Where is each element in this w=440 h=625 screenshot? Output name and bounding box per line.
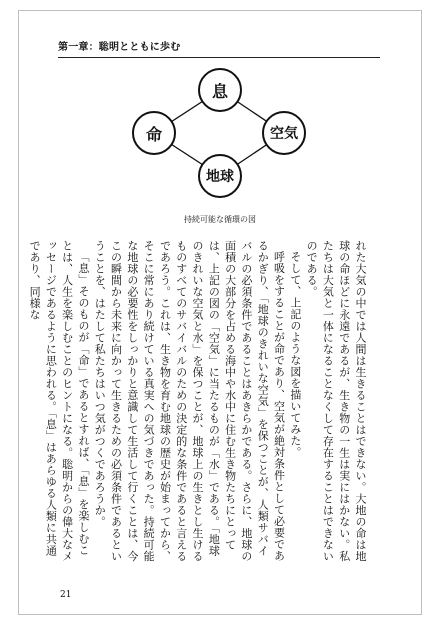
diagram-caption: 持続可能な循環の図 — [184, 215, 256, 224]
paragraph: 呼吸をすることが命であり、空気が絶対条件として必要であるかぎり、「地球のきれいな空気」を保つことが、人類サバイバルの必須条件であることはあきらかである。さらに、地球の面積の大部分を占める海中や水中に住む生き物たちにとっては、上記の図の「空気」に当たるものが「水」である。「地球のきれいな空気と水」を保つことが、地球上の生きとし生けるものすべてのサバイバルのための決定的な条件であると言えるであろう。これは、生き物を育む地球の歴史が始まってから、そこに常にあり続けている真実への気づきであった。持続可能な地球の必要性をしっかりと意識して生活して行くことは、今この瞬間から未来に向かって生きるための必須条件であるということを、はたして私たちはいつ気がつくであろうか。 — [93, 240, 286, 562]
paragraph: そして、上記のような図を描いてみた。 — [288, 251, 302, 458]
paragraph: れた大気の中では人間は生きることはできない。大地の命は地球の命ほどに永遠であるが、生き物の一生は実にはかない。私たちは大気と一体になることなくして存在することはできないのである。 — [305, 240, 367, 562]
chapter-heading: 第一章：聡明とともに歩む — [58, 42, 181, 53]
page-number: 21 — [60, 590, 72, 600]
body-text — [28, 240, 368, 565]
diagram-node-earth: 地球 — [198, 154, 242, 198]
paragraph: 「息」そのものが「命」であるとすれば、「息」を楽しむことは、人生を楽しむことのヒントになる。聡明からの偉大なメッセージであるように思われる。「息」はあらゆる人類に共通であり、同様な — [28, 240, 90, 562]
diagram-node-life: 命 — [132, 111, 176, 155]
diagram-node-air: 空気 — [262, 111, 306, 155]
diagram-node-breath: 息 — [198, 68, 242, 112]
